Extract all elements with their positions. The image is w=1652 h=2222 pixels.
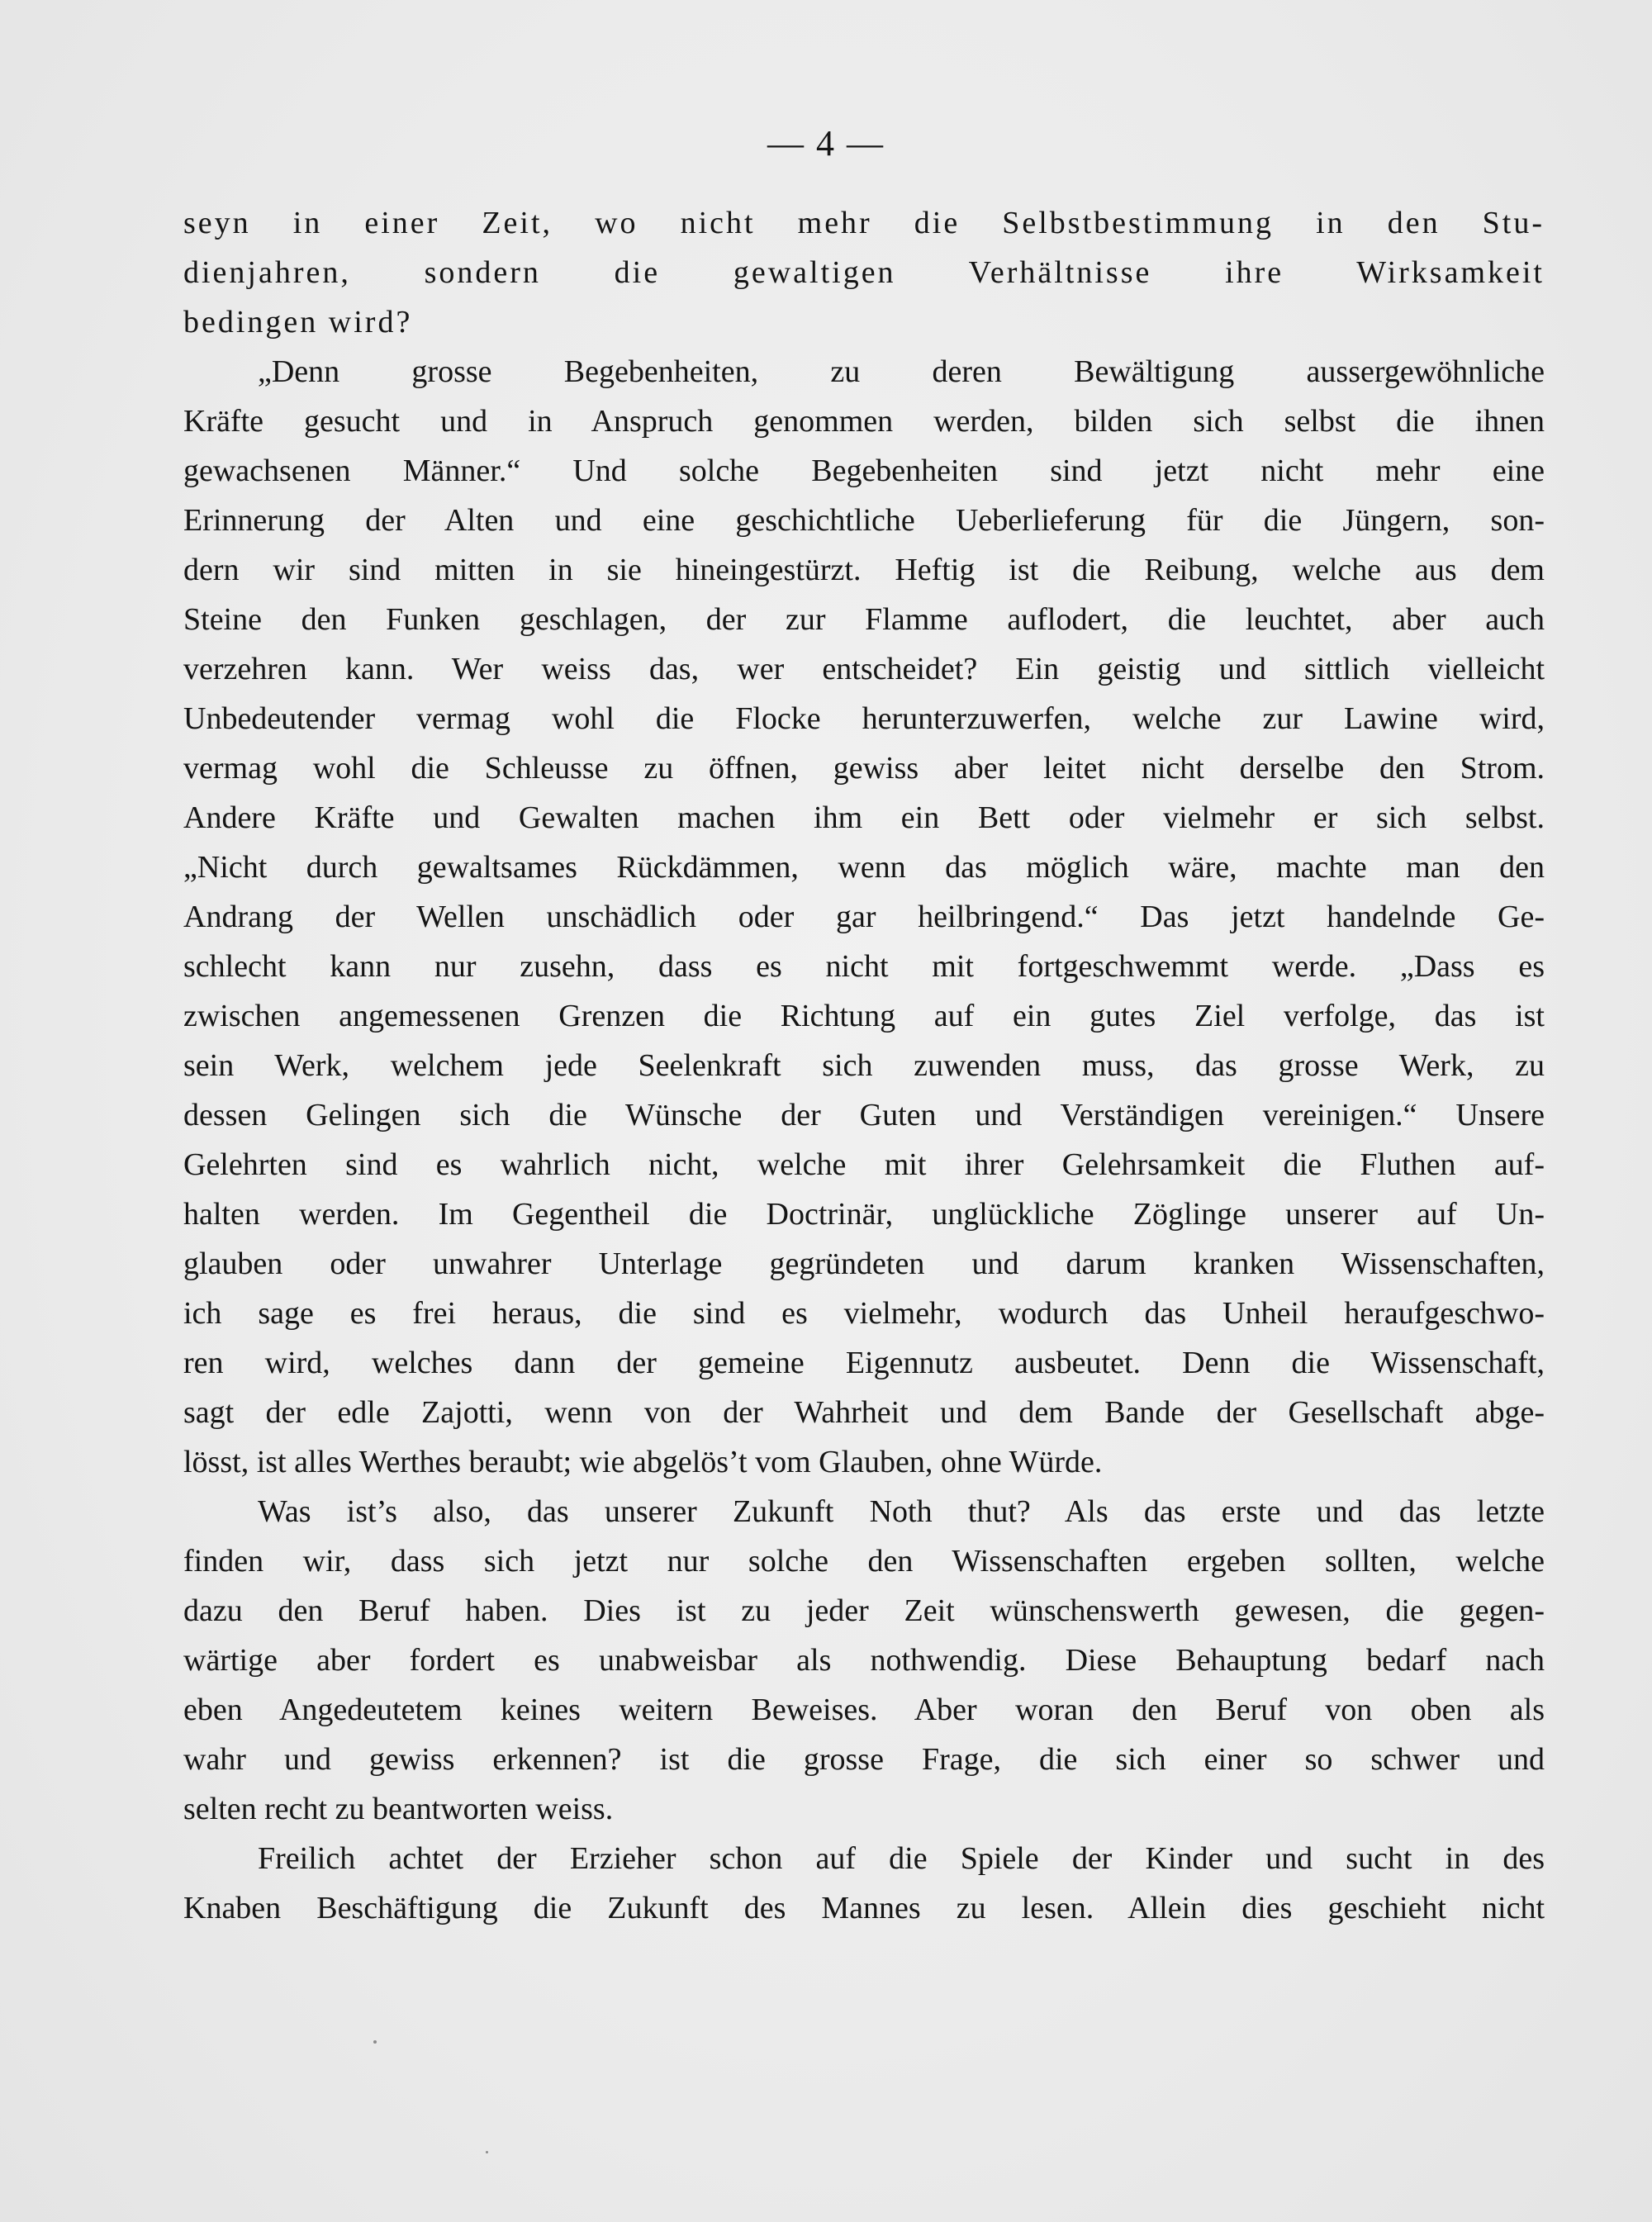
text-line: Andrang der Wellen unschädlich oder gar heilbringend.“ Das jetzt handelnde Ge- [183,900,1545,934]
text-line: sagt der edle Zajotti, wenn von der Wahrheit und dem Bande der Gesellschaft abge- [183,1395,1545,1430]
text-line: zwischen angemessenen Grenzen die Richtung auf ein gutes Ziel verfolge, das ist [183,999,1545,1033]
text-line: verzehren kann. Wer weiss das, wer entscheidet? Ein geistig und sittlich vielleicht [183,652,1545,686]
text-line: halten werden. Im Gegentheil die Doctrinär, unglückliche Zöglinge unserer auf Un- [183,1197,1545,1232]
text-line: Steine den Funken geschlagen, der zur Flamme auflodert, die leuchtet, aber auch [183,602,1545,637]
text-line: seyn in einer Zeit, wo nicht mehr die Selbstbestimmung in den Stu- [183,206,1545,240]
text-line: Unbedeutender vermag wohl die Flocke herunterzuwerfen, welche zur Lawine wird, [183,701,1545,736]
text-line: glauben oder unwahrer Unterlage gegründeten und darum kranken Wissenschaften, [183,1246,1545,1281]
paper-speck [373,2040,377,2044]
text-line: Erinnerung der Alten und eine geschichtliche Ueberlieferung für die Jüngern, son- [183,503,1545,538]
text-line: sein Werk, welchem jede Seelenkraft sich zuwenden muss, das grosse Werk, zu [183,1048,1545,1083]
text-line: dessen Gelingen sich die Wünsche der Guten und Verständigen vereinigen.“ Unsere [183,1098,1545,1132]
text-line: Gelehrten sind es wahrlich nicht, welche mit ihrer Gelehrsamkeit die Fluthen auf- [183,1147,1545,1182]
text-line: „Nicht durch gewaltsames Rückdämmen, wenn das möglich wäre, machte man den [183,850,1545,885]
paragraph-start-line: Was ist’s also, das unserer Zukunft Noth thut? Als das erste und das letzte [258,1494,1545,1529]
text-line: bedingen wird? [183,305,413,339]
text-line: eben Angedeutetem keines weitern Beweises. Aber woran den Beruf von oben als [183,1693,1545,1727]
text-line: dazu den Beruf haben. Dies ist zu jeder Zeit wünschenswerth gewesen, die gegen- [183,1593,1545,1628]
paragraph-start-line: Freilich achtet der Erzieher schon auf die Spiele der Kinder und sucht in des [258,1841,1545,1876]
text-line: Andere Kräfte und Gewalten machen ihm ein Bett oder vielmehr er sich selbst. [183,800,1545,835]
text-line: ren wird, welches dann der gemeine Eigennutz ausbeutet. Denn die Wissenschaft, [183,1346,1545,1380]
text-line: ich sage es frei heraus, die sind es vielmehr, wodurch das Unheil heraufgeschwo- [183,1296,1545,1331]
text-line: lösst, ist alles Werthes beraubt; wie abgelös’t vom Glauben, ohne Würde. [183,1445,1103,1479]
text-line: Knaben Beschäftigung die Zukunft des Mannes zu lesen. Allein dies geschieht nicht [183,1891,1545,1925]
paragraph-start-line: „Denn grosse Begebenheiten, zu deren Bewältigung aussergewöhnliche [258,354,1545,389]
text-line: vermag wohl die Schleusse zu öffnen, gewiss aber leitet nicht derselbe den Strom. [183,751,1545,786]
paper-speck [486,2151,488,2153]
text-line: schlecht kann nur zusehn, dass es nicht mit fortgeschwemmt werde. „Dass es [183,949,1545,984]
page-number: — 4 — [767,123,885,164]
text-line: selten recht zu beantworten weiss. [183,1792,614,1826]
text-line: finden wir, dass sich jetzt nur solche den Wissenschaften ergeben sollten, welche [183,1544,1545,1579]
text-line: wahr und gewiss erkennen? ist die grosse Frage, die sich einer so schwer und [183,1742,1545,1777]
body-text [183,198,1545,1933]
text-line: Kräfte gesucht und in Anspruch genommen werden, bilden sich selbst die ihnen [183,404,1545,439]
text-line: wärtige aber fordert es unabweisbar als nothwendig. Diese Behauptung bedarf nach [183,1643,1545,1678]
text-line: dienjahren, sondern die gewaltigen Verhältnisse ihre Wirksamkeit [183,255,1545,290]
text-line: dern wir sind mitten in sie hineingestürzt. Heftig ist die Reibung, welche aus dem [183,553,1545,587]
text-line: gewachsenen Männer.“ Und solche Begebenheiten sind jetzt nicht mehr eine [183,453,1545,488]
